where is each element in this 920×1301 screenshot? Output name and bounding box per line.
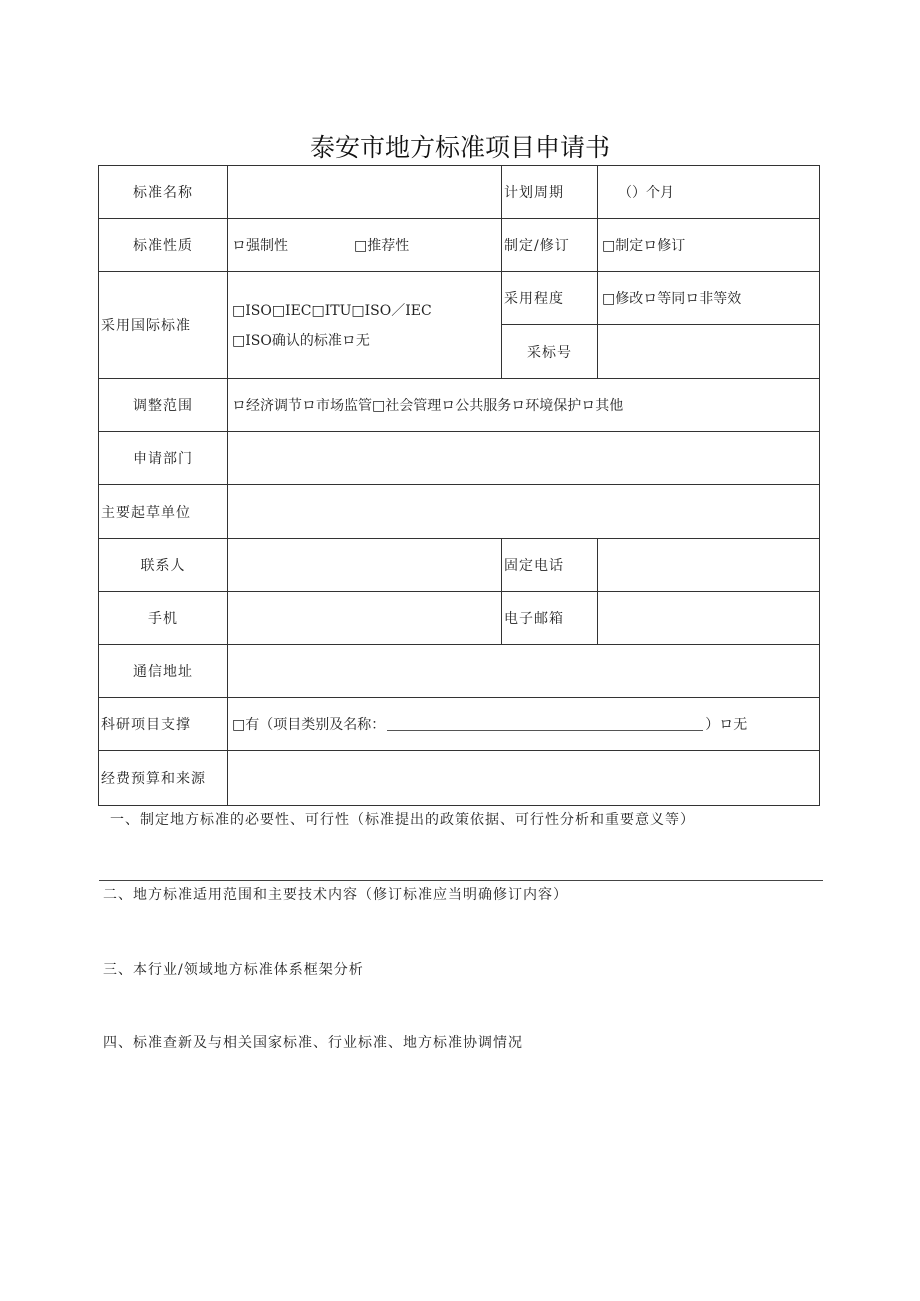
contact-field[interactable] [227, 538, 502, 592]
nature-options [227, 218, 502, 272]
adopt-no-label: 采标号 [501, 324, 598, 379]
mobile-label: 手机 [98, 591, 228, 645]
nature-recommended-checkbox[interactable]: □推荐性 [354, 238, 410, 254]
section-3-heading: 三、本行业/领域地方标准体系框架分析 [103, 962, 364, 978]
drafter-field[interactable] [227, 484, 820, 539]
section-2-heading: 二、地方标准适用范围和主要技术内容（修订标准应当明确修订内容） [103, 887, 568, 903]
nature-mandatory-checkbox[interactable]: ロ强制性 [232, 238, 288, 254]
plan-period-field[interactable]: （）个月 [597, 165, 820, 219]
section-4-heading: 四、标准查新及与相关国家标准、行业标准、地方标准协调情况 [103, 1035, 523, 1051]
address-label: 通信地址 [98, 644, 228, 698]
phone-field[interactable] [597, 538, 820, 592]
adopt-no-field[interactable] [597, 324, 820, 379]
mobile-field[interactable] [227, 591, 502, 645]
email-field[interactable] [597, 591, 820, 645]
contact-label: 联系人 [98, 538, 228, 592]
standard-name-label: 标准名称 [98, 165, 228, 219]
research-yes-checkbox[interactable]: □有（项目类别及名称： [232, 717, 386, 733]
phone-label: 固定电话 [501, 538, 598, 592]
budget-label: 经费预算和来源 [98, 750, 228, 806]
intl-standard-options [227, 271, 502, 379]
nature-label: 标准性质 [98, 218, 228, 272]
make-revise-options[interactable]: □制定ロ修订 [597, 218, 820, 272]
research-options [227, 697, 820, 751]
intl-standard-label: 采用国际标准 [98, 271, 228, 379]
section-divider [99, 880, 823, 881]
apply-dept-field[interactable] [227, 431, 820, 485]
standard-name-field[interactable] [227, 165, 502, 219]
scope-label: 调整范围 [98, 378, 228, 432]
research-label: 科研项目支撑 [98, 697, 228, 751]
make-revise-label: 制定/修订 [501, 218, 598, 272]
research-no-checkbox[interactable]: ）ロ无 [705, 717, 748, 733]
intl-options-line1[interactable]: □ISO□IEC□ITU□ISO／IEC [232, 303, 432, 319]
application-form-table [99, 166, 821, 807]
research-name-blank[interactable] [387, 718, 703, 731]
email-label: 电子邮箱 [501, 591, 598, 645]
page-title: 泰安市地方标准项目申请书 [309, 133, 610, 162]
address-field[interactable] [227, 644, 820, 698]
scope-options[interactable]: ロ经济调节ロ市场监管□社会管理ロ公共服务ロ环境保护ロ其他 [227, 378, 820, 432]
budget-field[interactable] [227, 750, 820, 806]
apply-dept-label: 申请部门 [98, 431, 228, 485]
intl-options-line2[interactable]: □ISO确认的标准ロ无 [232, 333, 370, 349]
adopt-degree-options[interactable]: □修改ロ等同ロ非等效 [597, 271, 820, 325]
adopt-degree-label: 采用程度 [501, 271, 598, 325]
drafter-label: 主要起草单位 [98, 484, 228, 539]
plan-period-label: 计划周期 [501, 165, 598, 219]
section-1-heading: 一、制定地方标准的必要性、可行性（标准提出的政策依据、可行性分析和重要意义等） [110, 812, 695, 828]
